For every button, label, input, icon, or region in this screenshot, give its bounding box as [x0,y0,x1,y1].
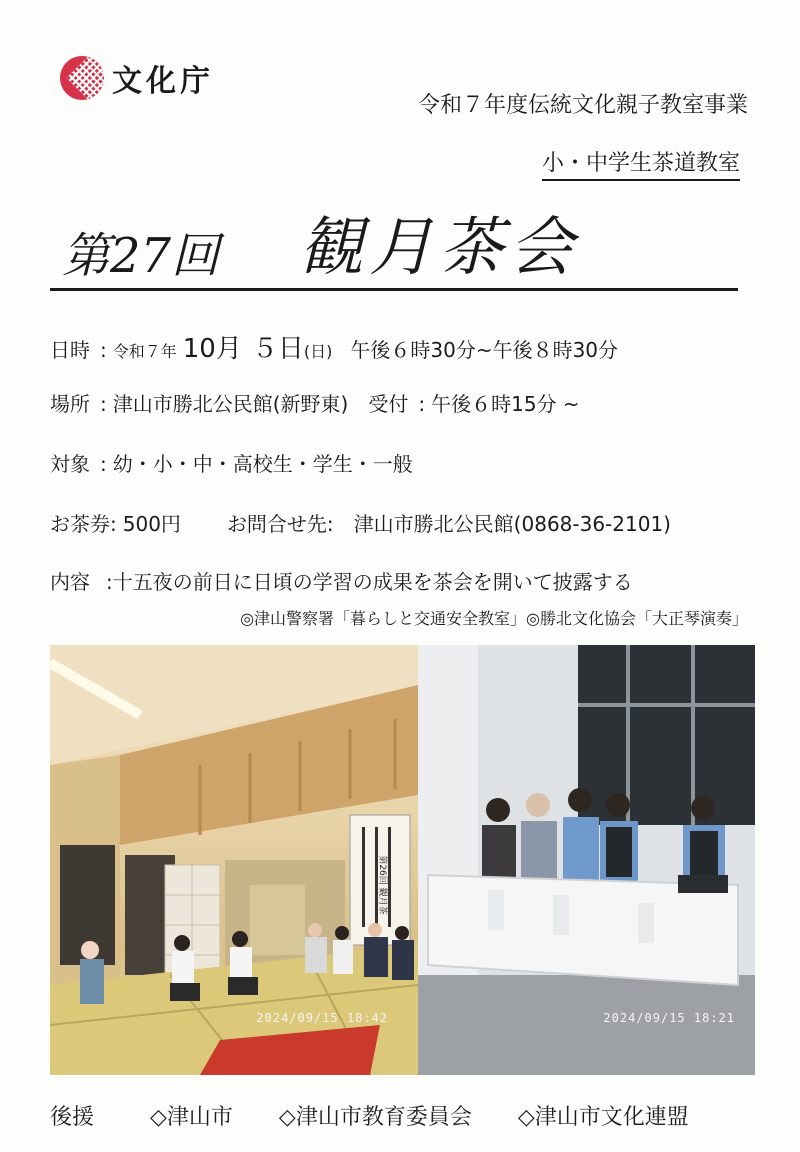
agency-logo-text: 文化庁 [112,64,214,99]
subprogram-name: 小・中学生茶道教室 [542,146,740,181]
venue-label: 場所 [50,392,90,416]
support-item: ◇津山市教育委員会 [278,1105,472,1130]
datetime-weekday: (日) [303,342,333,361]
target-value: 幼・小・中・高校生・学生・一般 [112,452,413,476]
datetime-day: ５日 [251,334,304,364]
ticket-label: お茶券: [50,512,117,536]
tea-room-photo [50,645,418,1075]
event-name: 観月茶会 [299,211,580,285]
support-item: ◇津山市 [150,1105,233,1130]
program-name: 令和７年度伝統文化親子教室事業 [417,93,748,118]
ticket-row [50,508,671,537]
photo-date-stamp: 2024/09/15 18:42 [256,1011,388,1025]
datetime-time: 午後６時30分~午後８時30分 [350,338,619,362]
colon: : [418,392,426,416]
content-row [50,566,633,595]
contact-label: お問合せ先: [226,512,334,536]
datetime-era: 令和７年 [112,342,177,361]
support-item: ◇津山市文化連盟 [517,1105,689,1130]
colon: : [100,392,107,416]
photo-strip [50,645,755,1075]
photo-date-stamp: 2024/09/15 18:21 [603,1011,735,1025]
colon: : [100,338,107,362]
venue-value: 津山市勝北公民館(新野東) [112,392,349,416]
event-title [50,210,738,291]
content-value: :十五夜の前日に日頃の学習の成果を茶会を開いて披露する [106,570,633,594]
datetime-row [50,328,618,365]
reception-value: 午後６時15分 ~ [431,392,580,416]
target-label: 対象 [50,452,90,476]
content-note: ◎津山警察署「暮らしと交通安全教室」◎勝北文化協会「大正琴演奏」 [240,609,748,628]
agency-logo [60,56,214,100]
meeting-room-photo [418,645,755,1075]
datetime-label: 日時 [50,338,90,362]
datetime-month: 10月 [182,334,242,364]
ticket-value: 500円 [122,512,181,536]
contact-value: 津山市勝北公民館(0868-36-2101) [353,512,671,536]
support-label: 後援 [50,1105,95,1130]
target-row [50,448,413,477]
reception-label: 受付 [368,392,409,416]
content-label: 内容 [50,570,90,594]
venue-row [50,388,580,417]
support-row [50,1100,735,1131]
colon: : [100,452,107,476]
scroll-text: 第26回 観月茶 [377,855,387,915]
agency-logo-mark [60,56,104,100]
event-number: 第27回 [62,228,220,284]
